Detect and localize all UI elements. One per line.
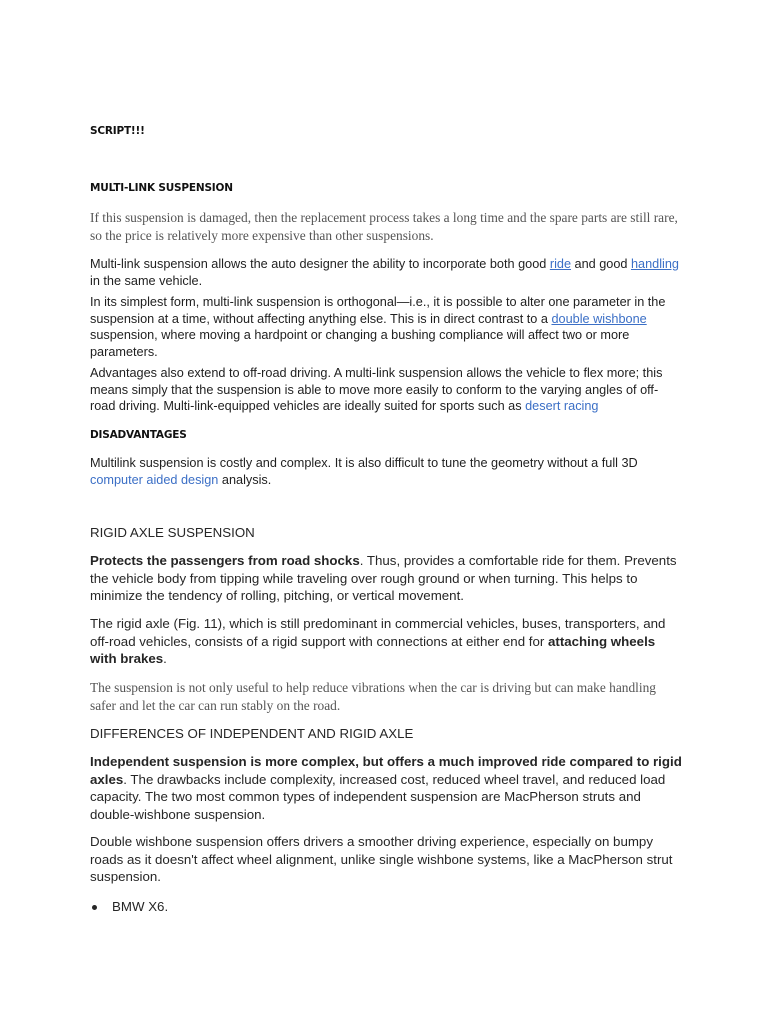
disadvantages-heading: DISADVANTAGES <box>90 429 187 441</box>
bold-run: Independent suspension is more complex, but offers a much improved ride compared to rigid axles <box>90 754 682 787</box>
text-run: and good <box>571 257 631 271</box>
differences-paragraph-2: Double wishbone suspension offers drivers a smoother driving experience, especially on bumpy roads as it doesn't affect wheel alignment, unlike single wishbone systems, like a MacPherson strut suspension. <box>90 834 673 884</box>
multilink-paragraph-3 <box>90 365 682 415</box>
disadvantages-paragraph <box>90 455 682 488</box>
desert-racing-link[interactable]: desert racing <box>525 399 599 413</box>
text-run: Multilink suspension is costly and complex. It is also difficult to tune the geometry without a full 3D <box>90 456 638 470</box>
differences-paragraph-1 <box>90 753 682 823</box>
rigid-note: The suspension is not only useful to help reduce vibrations when the car is driving but can make handling safer and let the car can run stably on the road. <box>90 680 657 713</box>
computer-aided-design-link[interactable]: computer aided design <box>90 472 219 487</box>
rigid-axle-heading: RIGID AXLE SUSPENSION <box>90 525 255 540</box>
rigid-paragraph-1 <box>90 552 682 605</box>
script-heading: SCRIPT!!! <box>90 125 145 137</box>
bold-run: Protects the passengers from road shocks <box>90 553 360 568</box>
list-item-text: BMW X6. <box>112 899 169 914</box>
text-run: . <box>163 651 167 666</box>
text-run: Multi-link suspension allows the auto designer the ability to incorporate both good <box>90 257 550 271</box>
text-run: in the same vehicle. <box>90 273 203 288</box>
multilink-damage-note: If this suspension is damaged, then the replacement process takes a long time and the spare parts are still rare, so the price is relatively more expensive than other suspensions. <box>90 210 678 243</box>
bullet-icon <box>92 905 97 910</box>
multilink-paragraph-2 <box>90 294 682 360</box>
ride-link[interactable]: ride <box>549 257 571 271</box>
text-run: In its simplest form, multi-link suspension is orthogonal—i.e., it is possible to alter one parameter in the suspension at a time, without affecting anything else. This is in direct contrast to a <box>90 295 666 326</box>
rigid-paragraph-2 <box>90 615 682 668</box>
double-wishbone-link[interactable]: double wishbone <box>551 311 647 326</box>
multilink-heading: MULTI-LINK SUSPENSION <box>90 182 233 194</box>
text-run: suspension, where moving a hardpoint or changing a bushing compliance will affect two or more parameters. <box>90 328 630 359</box>
text-run: . Thus, provides a comfortable ride for them. Prevents the vehicle body from tipping while traveling over rough ground or when turning. This helps to minimize the tendency of rolling, pitching, or vertical movement. <box>90 553 677 603</box>
text-run: Advantages also extend to off-road driving. A multi-link suspension allows the vehicle to flex more; this means simply that the suspension is able to move more easily to conform to the varying angles of off-road driving. Multi-link-equipped vehicles are ideally suited for sports such as <box>90 366 663 413</box>
text-run: . The drawbacks include complexity, increased cost, reduced wheel travel, and reduced load capacity. The two most common types of independent suspension are MacPherson struts and double-wishbone suspension. <box>90 771 666 822</box>
text-run: analysis. <box>218 472 272 487</box>
handling-link[interactable]: handling <box>630 257 679 271</box>
list-item <box>112 899 168 914</box>
differences-heading: DIFFERENCES OF INDEPENDENT AND RIGID AXLE <box>90 726 414 741</box>
bold-run: attaching wheels with brakes <box>90 633 656 666</box>
multilink-paragraph-1 <box>90 256 682 289</box>
text-run: The rigid axle (Fig. 11), which is still predominant in commercial vehicles, buses, transporters, and off-road vehicles, consists of a rigid support with connections at either end for <box>90 616 666 649</box>
